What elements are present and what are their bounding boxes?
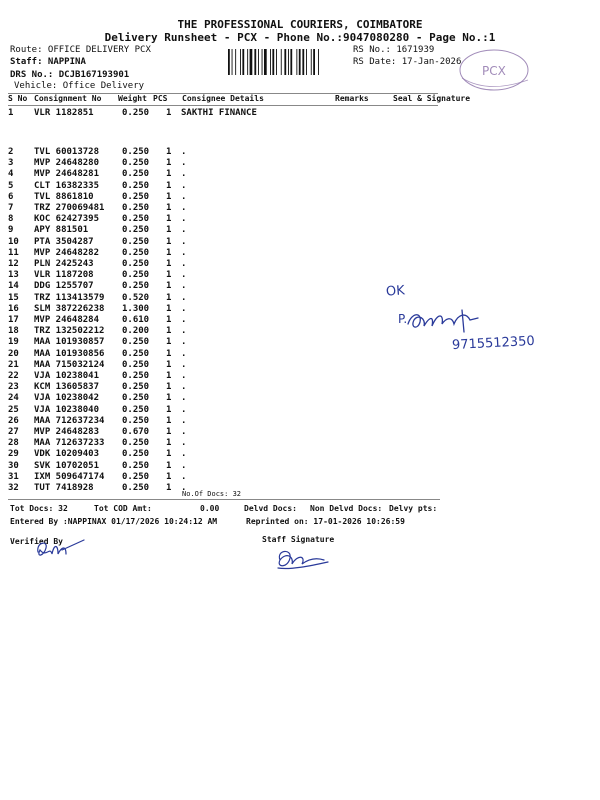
cell-consignee-details: . xyxy=(181,214,187,225)
cell-sno: 4 xyxy=(8,169,14,180)
cell-consignee-details: . xyxy=(181,180,187,191)
cell-consignee-details: . xyxy=(181,438,187,449)
cell-consignment: MVP 24648282 xyxy=(34,247,100,258)
table-row xyxy=(0,270,600,281)
cell-pcs: 1 xyxy=(166,404,172,415)
cell-weight: 0.250 xyxy=(122,169,150,180)
cell-sno: 21 xyxy=(8,359,19,370)
cell-consignment: VJA 10238042 xyxy=(34,393,100,404)
table-row xyxy=(0,427,600,438)
cell-sno: 29 xyxy=(8,449,19,460)
cell-consignment: TRZ 113413579 xyxy=(34,292,105,303)
table-row xyxy=(0,304,600,315)
verifier-signature-icon xyxy=(32,536,92,562)
cell-consignee-details: . xyxy=(181,393,187,404)
cell-sno: 32 xyxy=(8,483,19,493)
cell-pcs: 1 xyxy=(166,348,172,359)
cell-weight: 0.250 xyxy=(122,191,150,202)
cell-pcs: 1 xyxy=(166,460,172,471)
table-row xyxy=(0,293,600,304)
cell-consignment: SVK 10702051 xyxy=(34,460,100,471)
table-row xyxy=(0,214,600,225)
cell-sno: 15 xyxy=(8,292,19,303)
cell-consignment: PLN 2425243 xyxy=(34,259,94,269)
table-row xyxy=(0,371,600,382)
cell-weight: 0.250 xyxy=(122,180,150,191)
cell-sno: 13 xyxy=(8,270,19,281)
cell-sno: 30 xyxy=(8,460,19,471)
cell-consignee-details: . xyxy=(181,449,187,460)
cell-consignment: MVP 24648284 xyxy=(34,315,100,325)
cell-sno: 12 xyxy=(8,259,19,269)
cell-pcs: 1 xyxy=(166,225,172,236)
reprinted-on: Reprinted on: 17-01-2026 10:26:59 xyxy=(246,517,405,526)
cell-weight: 0.250 xyxy=(122,203,150,213)
cell-weight: 0.250 xyxy=(122,236,150,247)
cell-sno: 25 xyxy=(8,404,19,415)
cell-consignee-details: . xyxy=(181,359,187,370)
cell-consignee-details: . xyxy=(181,415,187,426)
cell-sno: 1 xyxy=(8,108,14,118)
cell-weight: 1.300 xyxy=(122,303,150,314)
cell-weight: 0.250 xyxy=(122,483,150,493)
cell-sno: 28 xyxy=(8,438,19,449)
cell-sno: 9 xyxy=(8,225,14,236)
cell-pcs: 1 xyxy=(166,483,172,493)
cell-weight: 0.250 xyxy=(122,247,150,258)
cell-sno: 11 xyxy=(8,247,19,258)
col-consignment: Consignment No xyxy=(34,94,102,103)
cell-pcs: 1 xyxy=(166,337,172,348)
cell-sno: 24 xyxy=(8,393,19,404)
cell-pcs: 1 xyxy=(166,108,172,118)
table-row xyxy=(0,158,600,169)
cell-consignment: VLR 1182851 xyxy=(34,108,94,118)
cell-sno: 2 xyxy=(8,147,14,157)
table-row xyxy=(0,281,600,292)
col-seal-signature: Seal & Signature xyxy=(393,94,471,103)
cell-sno: 22 xyxy=(8,371,19,381)
cell-consignee-details: . xyxy=(181,382,187,393)
cell-consignee-details: . xyxy=(181,191,187,202)
entered-by: Entered By :NAPPINAX 01/17/2026 10:24:12 AM xyxy=(10,517,218,526)
table-row xyxy=(0,449,600,460)
cell-consignee-details: . xyxy=(181,270,187,281)
cell-weight: 0.250 xyxy=(122,225,150,236)
delvy-pts: Delvy pts: xyxy=(389,504,438,513)
cell-sno: 5 xyxy=(8,180,14,191)
cell-consignment: TUT 7418928 xyxy=(34,483,94,493)
cell-weight: 0.250 xyxy=(122,471,150,482)
table-row xyxy=(0,237,600,248)
barcode xyxy=(228,49,348,75)
company-title: THE PROFESSIONAL COURIERS, COIMBATORE xyxy=(177,18,423,31)
table-row xyxy=(0,259,600,270)
rs-number: RS No.: 1671939 xyxy=(353,45,435,55)
cell-consignee-details: . xyxy=(181,315,187,325)
no-of-docs: No.Of Docs: 32 xyxy=(182,490,242,498)
table-row xyxy=(0,461,600,472)
cell-consignment: CLT 16382335 xyxy=(34,180,100,191)
cell-sno: 27 xyxy=(8,427,19,437)
cell-consignment: TRZ 132502212 xyxy=(34,326,105,337)
table-row xyxy=(0,147,600,158)
cell-sno: 16 xyxy=(8,303,19,314)
cell-pcs: 1 xyxy=(166,247,172,258)
table-row xyxy=(0,108,600,119)
cell-consignment: MAA 712637234 xyxy=(34,415,105,426)
cell-pcs: 1 xyxy=(166,359,172,370)
cell-pcs: 1 xyxy=(166,371,172,381)
cell-pcs: 1 xyxy=(166,270,172,281)
cell-pcs: 1 xyxy=(166,191,172,202)
cell-weight: 0.200 xyxy=(122,326,150,337)
cell-consignment: TVL 60013728 xyxy=(34,147,100,157)
cell-pcs: 1 xyxy=(166,292,172,303)
cell-weight: 0.250 xyxy=(122,359,150,370)
cell-consignment: APY 881501 xyxy=(34,225,89,236)
cell-consignment: MVP 24648280 xyxy=(34,158,100,169)
cell-weight: 0.250 xyxy=(122,281,150,292)
cell-pcs: 1 xyxy=(166,438,172,449)
cell-weight: 0.250 xyxy=(122,158,150,169)
cell-consignee-details: . xyxy=(181,281,187,292)
cell-consignment: MAA 101930856 xyxy=(34,348,105,359)
cell-consignee-details: . xyxy=(181,147,187,157)
rs-date: RS Date: 17-Jan-2026 xyxy=(353,57,462,67)
cell-pcs: 1 xyxy=(166,203,172,213)
route-label: Route: OFFICE DELIVERY PCX xyxy=(10,45,151,55)
table-row xyxy=(0,315,600,326)
cell-weight: 0.250 xyxy=(122,214,150,225)
table-row xyxy=(0,349,600,360)
cell-consignment: MVP 24648283 xyxy=(34,427,100,437)
cell-consignment: VDK 10209403 xyxy=(34,449,100,460)
pcx-stamp xyxy=(458,48,530,94)
cell-weight: 0.250 xyxy=(122,147,150,157)
cell-pcs: 1 xyxy=(166,214,172,225)
cell-consignment: VJA 10238041 xyxy=(34,371,100,381)
vehicle-label: Vehicle: Office Delivery xyxy=(14,81,145,91)
table-row xyxy=(0,203,600,214)
cell-consignee-details: . xyxy=(181,203,187,213)
col-consignee: Consignee Details xyxy=(182,94,264,103)
cell-consignment: MAA 715032124 xyxy=(34,359,105,370)
cell-consignee-details: SAKTHI FINANCE xyxy=(181,108,257,118)
cell-pcs: 1 xyxy=(166,393,172,404)
table-bottom-rule xyxy=(8,499,440,500)
cell-consignment: MAA 101930857 xyxy=(34,337,105,348)
cell-consignee-details: . xyxy=(181,247,187,258)
cell-sno: 6 xyxy=(8,191,14,202)
table-row xyxy=(0,248,600,259)
cell-consignee-details: . xyxy=(181,326,187,337)
table-row xyxy=(0,472,600,483)
table-row xyxy=(0,360,600,371)
cell-pcs: 1 xyxy=(166,449,172,460)
cell-consignment: IXM 509647174 xyxy=(34,471,105,482)
table-row xyxy=(0,192,600,203)
cell-weight: 0.250 xyxy=(122,415,150,426)
cell-consignee-details: . xyxy=(181,169,187,180)
cell-sno: 14 xyxy=(8,281,19,292)
cell-consignee-details: . xyxy=(181,427,187,437)
cell-sno: 23 xyxy=(8,382,19,393)
cell-consignment: SLM 387226238 xyxy=(34,303,105,314)
delvd-docs: Delvd Docs: xyxy=(244,504,297,513)
cell-pcs: 1 xyxy=(166,315,172,325)
col-remarks: Remarks xyxy=(335,94,369,103)
cell-pcs: 1 xyxy=(166,471,172,482)
runsheet-subtitle: Delivery Runsheet - PCX - Phone No.:9047080280 - Page No.:1 xyxy=(104,31,496,44)
cell-weight: 0.250 xyxy=(122,348,150,359)
drs-number: DRS No.: DCJB167193901 xyxy=(10,70,130,80)
cell-consignment: MAA 712637233 xyxy=(34,438,105,449)
cell-consignment: TRZ 270069481 xyxy=(34,203,105,213)
cell-weight: 0.250 xyxy=(122,108,150,118)
cell-sno: 19 xyxy=(8,337,19,348)
table-row xyxy=(0,382,600,393)
cell-pcs: 1 xyxy=(166,169,172,180)
cell-pcs: 1 xyxy=(166,180,172,191)
table-row xyxy=(0,169,600,180)
cell-weight: 0.520 xyxy=(122,292,150,303)
cell-weight: 0.250 xyxy=(122,438,150,449)
cell-consignee-details: . xyxy=(181,292,187,303)
col-weight: Weight xyxy=(118,94,147,103)
tot-cod-label: Tot COD Amt: xyxy=(94,504,152,513)
cell-pcs: 1 xyxy=(166,326,172,337)
cell-consignment: VJA 10238040 xyxy=(34,404,100,415)
cell-sno: 8 xyxy=(8,214,14,225)
cell-sno: 7 xyxy=(8,203,14,213)
table-row xyxy=(0,483,600,494)
tot-cod-amount: 0.00 xyxy=(200,504,220,513)
header-bottom-rule xyxy=(8,105,438,106)
tot-docs: Tot Docs: 32 xyxy=(10,504,68,513)
cell-consignee-details: . xyxy=(181,460,187,471)
cell-sno: 18 xyxy=(8,326,19,337)
table-row xyxy=(0,405,600,416)
cell-sno: 20 xyxy=(8,348,19,359)
cell-weight: 0.250 xyxy=(122,270,150,281)
table-row xyxy=(0,225,600,236)
cell-sno: 31 xyxy=(8,471,19,482)
cell-consignee-details: . xyxy=(181,303,187,314)
table-row xyxy=(0,181,600,192)
cell-consignee-details: . xyxy=(181,371,187,381)
cell-pcs: 1 xyxy=(166,158,172,169)
cell-weight: 0.250 xyxy=(122,382,150,393)
stamp-text: PCX xyxy=(482,64,506,78)
table-row xyxy=(0,416,600,427)
cell-consignee-details: . xyxy=(181,225,187,236)
cell-pcs: 1 xyxy=(166,415,172,426)
cell-consignment: KOC 62427395 xyxy=(34,214,100,225)
cell-consignee-details: . xyxy=(181,471,187,482)
handwritten-initial: P. xyxy=(398,312,408,326)
verified-by: Verified By xyxy=(10,537,63,546)
cell-pcs: 1 xyxy=(166,236,172,247)
cell-weight: 0.250 xyxy=(122,337,150,348)
cell-consignment: DDG 1255707 xyxy=(34,281,94,292)
cell-sno: 26 xyxy=(8,415,19,426)
cell-weight: 0.250 xyxy=(122,460,150,471)
handwritten-signature-icon xyxy=(404,306,484,336)
cell-pcs: 1 xyxy=(166,303,172,314)
cell-consignee-details: . xyxy=(181,158,187,169)
cell-pcs: 1 xyxy=(166,259,172,269)
handwritten-phone: 9715512350 xyxy=(451,333,536,354)
cell-consignee-details: . xyxy=(181,337,187,348)
cell-consignment: TVL 8861810 xyxy=(34,191,94,202)
cell-pcs: 1 xyxy=(166,382,172,393)
col-sno: S No xyxy=(8,94,28,103)
cell-weight: 0.250 xyxy=(122,371,150,381)
cell-consignee-details: . xyxy=(181,404,187,415)
cell-sno: 10 xyxy=(8,236,19,247)
cell-consignee-details: . xyxy=(181,348,187,359)
cell-weight: 0.250 xyxy=(122,449,150,460)
staff-signature-label: Staff Signature xyxy=(262,535,335,544)
cell-pcs: 1 xyxy=(166,281,172,292)
cell-pcs: 1 xyxy=(166,427,172,437)
cell-sno: 17 xyxy=(8,315,19,325)
cell-weight: 0.610 xyxy=(122,315,150,325)
cell-consignee-details: . xyxy=(181,483,187,493)
cell-consignee-details: . xyxy=(181,259,187,269)
col-pcs: PCS xyxy=(153,94,168,103)
cell-consignment: PTA 3504287 xyxy=(34,236,94,247)
cell-consignment: KCM 13605837 xyxy=(34,382,100,393)
cell-consignee-details: . xyxy=(181,236,187,247)
cell-weight: 0.250 xyxy=(122,259,150,269)
staff-label: Staff: NAPPINA xyxy=(10,57,86,67)
table-row xyxy=(0,393,600,404)
table-row xyxy=(0,438,600,449)
staff-signature-icon xyxy=(270,546,332,572)
cell-sno: 3 xyxy=(8,158,14,169)
cell-consignment: MVP 24648281 xyxy=(34,169,100,180)
cell-weight: 0.250 xyxy=(122,393,150,404)
cell-weight: 0.250 xyxy=(122,404,150,415)
non-delvd-docs: Non Delvd Docs: xyxy=(310,504,383,513)
cell-pcs: 1 xyxy=(166,147,172,157)
handwritten-ok: OK xyxy=(385,283,406,300)
cell-consignment: VLR 1187208 xyxy=(34,270,94,281)
cell-weight: 0.670 xyxy=(122,427,150,437)
